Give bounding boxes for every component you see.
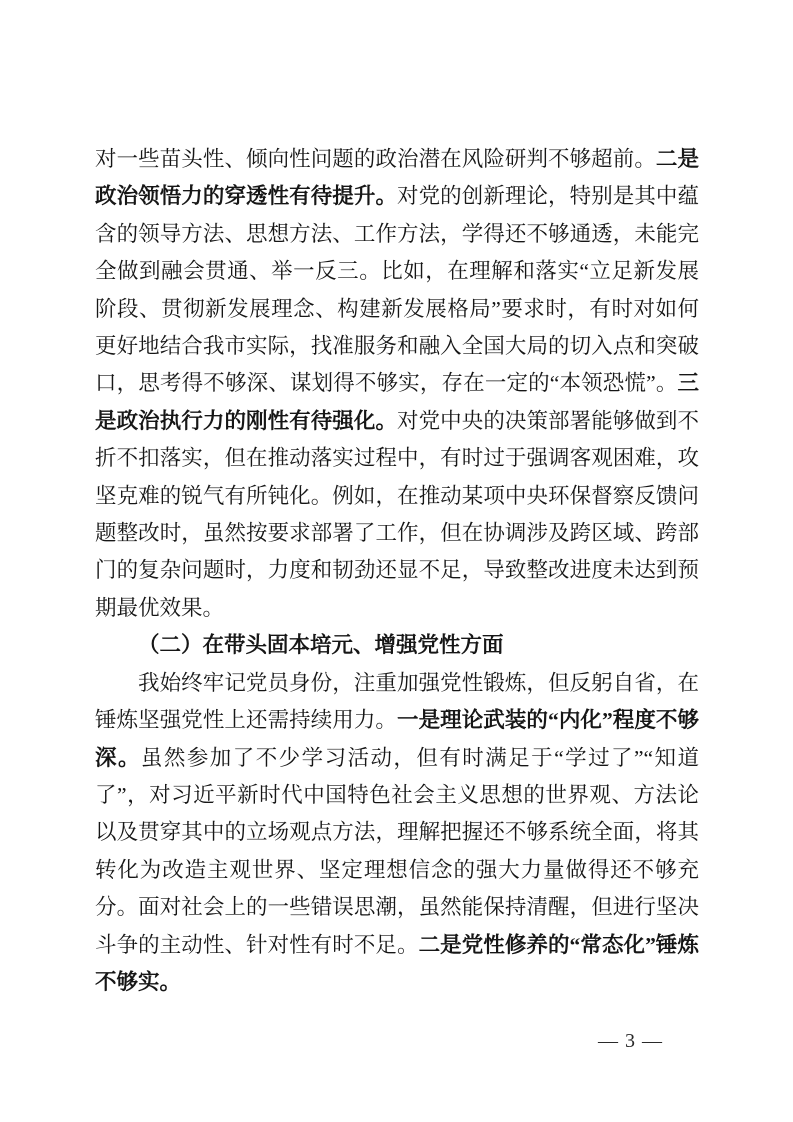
lead-in-sentence-bold: 二是党性修养的“常态化”锤炼不够实。 bbox=[95, 932, 699, 994]
document-body bbox=[95, 141, 699, 1001]
lead-in-sentence-bold: 二是政治领悟力的穿透性有待提升。 bbox=[95, 147, 699, 209]
page-number: — 3 — bbox=[598, 1030, 663, 1052]
body-run: 虽然参加了不少学习活动，但有时满足于“学过了”“知道了”，对习近平新时代中国特色社会主义思想的世界观、方法论以及贯穿其中的立场观点方法，理解把握还不够系统全面，将其转化为改造主观世界、坚定理想信念的强大力量做得还不够充分。面对社会上的一些错误思潮，虽然能保持清醒，但进行坚决斗争的主动性、针对性有时不足。 bbox=[95, 745, 699, 957]
lead-in-sentence-bold: 三是政治执行力的刚性有待强化。 bbox=[95, 371, 699, 433]
paragraph-party-spirit bbox=[95, 665, 699, 1002]
lead-in-sentence-bold: 一是理论武装的“内化”程度不够深。 bbox=[95, 708, 699, 770]
body-run: 对党中央的决策部署能够做到不折不扣落实，但在推动落实过程中，有时过于强调客观困难，攻坚克难的锐气有所钝化。例如，在推动某项中央环保督察反馈问题整改时，虽然按要求部署了工作，但在协调涉及跨区域、跨部门的复杂问题时，力度和韧劲还显不足，导致整改进度未达到预期最优效果。 bbox=[95, 408, 699, 620]
paragraph-political-continuation bbox=[95, 141, 699, 627]
body-run: 对党的创新理论，特别是其中蕴含的领导方法、思想方法、工作方法，学得还不够通透，未能完全做到融会贯通、举一反三。比如，在理解和落实“立足新发展阶段、贯彻新发展理念、构建新发展格局”要求时，有时对如何更好地结合我市实际，找准服务和融入全国大局的切入点和突破口，思考得不够深、谋划得不够实，存在一定的“本领恐慌”。 bbox=[95, 184, 699, 396]
section-heading-2: （二）在带头固本培元、增强党性方面 bbox=[138, 633, 504, 658]
body-run: 对一些苗头性、倾向性问题的政治潜在风险研判不够超前。 bbox=[95, 147, 656, 171]
body-run: 我始终牢记党员身份，注重加强党性锻炼，但反躬自省，在锤炼坚强党性上还需持续用力。 bbox=[95, 670, 699, 733]
